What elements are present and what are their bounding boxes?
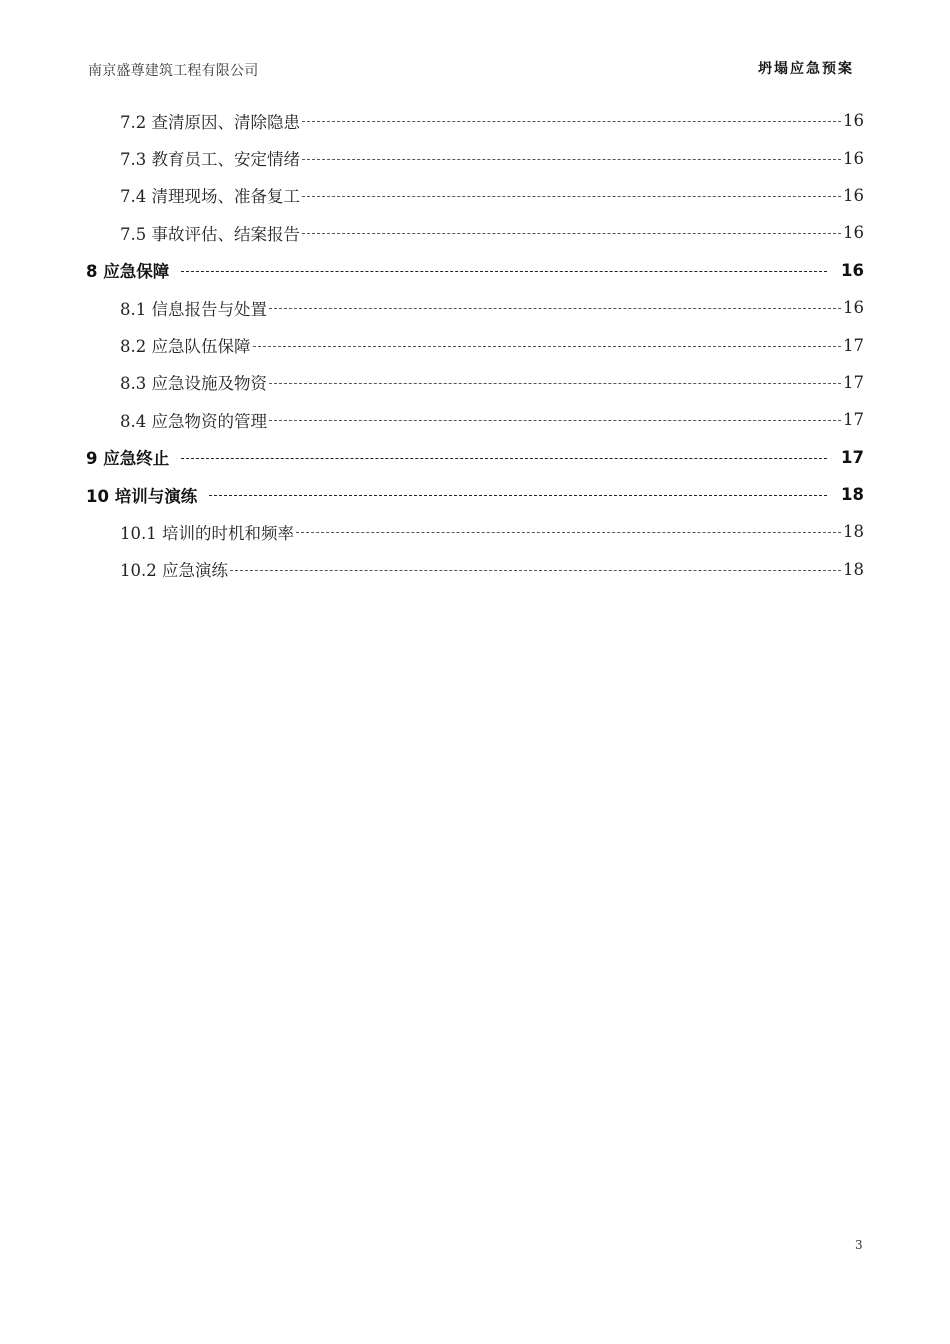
toc-entry-label: 8.3 应急设施及物资 xyxy=(120,374,267,394)
toc-entry[interactable] xyxy=(86,513,864,550)
toc-entry-label: 8.1 信息报告与处置 xyxy=(120,299,267,319)
toc-entry[interactable] xyxy=(86,551,864,588)
toc-entry[interactable] xyxy=(86,102,864,139)
toc-dot-leader xyxy=(296,532,841,533)
toc-entry-page: 16 xyxy=(843,111,864,131)
toc-entry[interactable] xyxy=(86,401,864,438)
header-document-title: 坍塌应急预案 xyxy=(758,61,854,77)
toc-dot-leader xyxy=(302,121,841,122)
toc-entry-page: 17 xyxy=(843,372,864,392)
toc-dot-leader xyxy=(269,383,841,384)
toc-dot-leader xyxy=(181,458,827,459)
toc-entry-label: 7.4 清理现场、准备复工 xyxy=(120,187,300,207)
toc-entry-label: 10.1 培训的时机和频率 xyxy=(120,523,294,543)
toc-entry-label: 9 应急终止 xyxy=(86,449,170,469)
toc-entry-label: 10 培训与演练 xyxy=(86,486,198,506)
toc-entry[interactable] xyxy=(86,476,864,513)
toc-entry[interactable] xyxy=(86,289,864,326)
toc-entry-page: 17 xyxy=(843,335,864,355)
toc-dot-leader xyxy=(302,159,841,160)
toc-entry[interactable] xyxy=(86,139,864,176)
header-divider xyxy=(88,84,862,85)
page-number: 3 xyxy=(855,1238,863,1252)
toc-entry-label: 8.4 应急物资的管理 xyxy=(120,411,267,431)
table-of-contents xyxy=(86,102,864,588)
header-company-name: 南京盛尊建筑工程有限公司 xyxy=(88,63,259,79)
toc-dot-leader xyxy=(209,495,827,496)
toc-dot-leader xyxy=(253,346,842,347)
toc-entry[interactable] xyxy=(86,439,864,476)
toc-dot-leader xyxy=(230,570,841,571)
toc-entry-label: 7.2 查清原因、清除隐患 xyxy=(120,112,300,132)
toc-entry-page: 18 xyxy=(843,522,864,542)
toc-entry-page: 18 xyxy=(843,559,864,579)
toc-dot-leader xyxy=(181,271,827,272)
toc-dot-leader xyxy=(269,420,841,421)
toc-entry-page: 16 xyxy=(843,223,864,243)
toc-entry-page: 17 xyxy=(841,447,864,467)
toc-entry-label: 7.3 教育员工、安定情绪 xyxy=(120,150,300,170)
toc-dot-leader xyxy=(302,233,841,234)
toc-dot-leader xyxy=(269,308,841,309)
toc-entry-page: 16 xyxy=(843,185,864,205)
toc-entry[interactable] xyxy=(86,214,864,251)
toc-entry-page: 17 xyxy=(843,410,864,430)
toc-dot-leader xyxy=(302,196,841,197)
toc-entry[interactable] xyxy=(86,177,864,214)
toc-entry-page: 16 xyxy=(843,148,864,168)
toc-entry[interactable] xyxy=(86,326,864,363)
toc-entry-label: 10.2 应急演练 xyxy=(120,561,228,581)
toc-entry-label: 8 应急保障 xyxy=(86,262,170,282)
toc-entry-page: 16 xyxy=(841,260,864,280)
toc-entry-page: 18 xyxy=(841,485,864,505)
toc-entry-label: 8.2 应急队伍保障 xyxy=(120,337,251,357)
toc-entry[interactable] xyxy=(86,252,864,289)
toc-entry-label: 7.5 事故评估、结案报告 xyxy=(120,224,300,244)
toc-entry-page: 16 xyxy=(843,298,864,318)
toc-entry[interactable] xyxy=(86,364,864,401)
